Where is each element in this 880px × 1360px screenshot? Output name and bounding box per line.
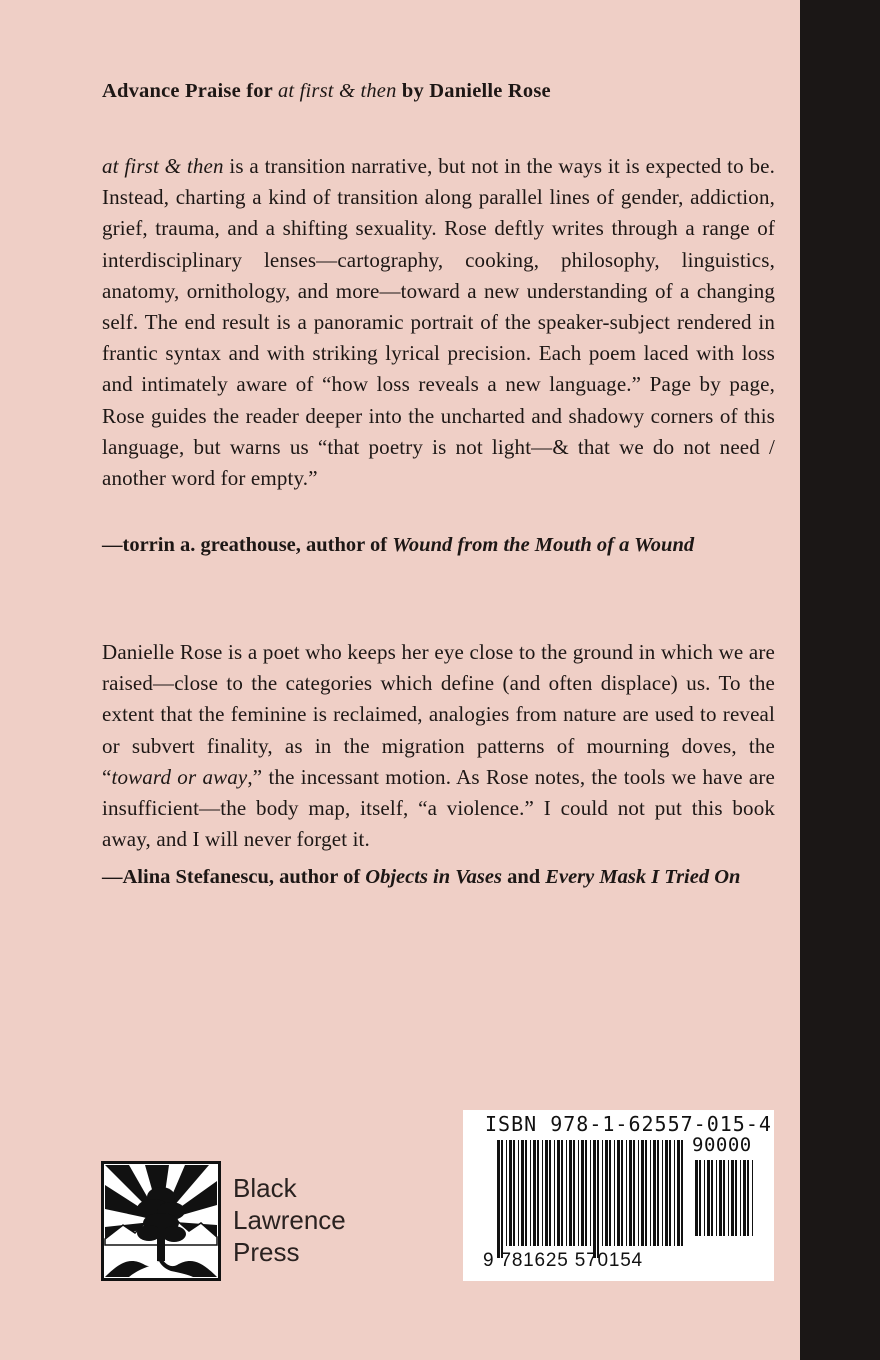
barcode-bar — [605, 1140, 608, 1246]
advance-praise-heading: Advance Praise for at first & then by Danielle Rose — [102, 80, 551, 102]
isbn-label: ISBN 978-1-62557-015-4 — [485, 1112, 772, 1136]
barcode-bar — [518, 1140, 519, 1246]
barcode-bar — [681, 1140, 683, 1246]
barcode-bar — [549, 1140, 551, 1246]
barcode-bar — [614, 1140, 615, 1246]
barcode-bar — [704, 1160, 705, 1236]
barcode-bar — [530, 1140, 531, 1246]
barcode-bar — [711, 1160, 713, 1236]
barcode-bar — [597, 1140, 599, 1258]
barcode-bar — [497, 1140, 500, 1258]
barcode-bar — [537, 1140, 539, 1246]
barcode-bar — [752, 1160, 753, 1236]
barcode-bar — [716, 1160, 717, 1236]
publisher-name-line-3: Press — [233, 1237, 300, 1267]
barcode-bar — [602, 1140, 603, 1246]
barcode-bar — [626, 1140, 627, 1246]
review-2-attribution: —Alina Stefanescu, author of Objects in Vases and Every Mask I Tried On — [102, 866, 741, 888]
barcode-bar — [653, 1140, 656, 1246]
barcode-bar — [747, 1160, 749, 1236]
barcode-bar — [633, 1140, 635, 1246]
isbn-barcode — [463, 1110, 774, 1281]
barcode-bar — [557, 1140, 560, 1246]
book-spine — [800, 0, 880, 1360]
barcode-bar — [569, 1140, 572, 1246]
barcode-bar — [740, 1160, 741, 1236]
barcode-bar — [581, 1140, 584, 1246]
barcode-bar — [677, 1140, 680, 1246]
barcode-bar — [695, 1160, 698, 1236]
barcode-bar — [645, 1140, 647, 1246]
barcode-bar — [525, 1140, 527, 1246]
review-2-body: Danielle Rose is a poet who keeps her eye close to the ground in which we are raised—close to the categories which define (and often displace) us. To the extent that the feminine is reclaimed, analogies from nature are used to reveal or subvert finality, as in the migration patterns of mourning doves, the “toward or away,” the incessant motion. As Rose notes, the tools we have are insufficient—the body map, itself, “a violence.” I could not put this book away, and I will never forget it. — [102, 640, 775, 852]
barcode-bar — [578, 1140, 579, 1246]
barcode-bar — [657, 1140, 659, 1246]
barcode-bar — [609, 1140, 611, 1246]
barcode-bar — [719, 1160, 722, 1236]
publisher-logo-icon — [101, 1161, 221, 1281]
review-1-attribution: —torrin a. greathouse, author of Wound from the Mouth of a Wound — [102, 534, 695, 556]
barcode-bar — [621, 1140, 623, 1246]
barcode-bar — [743, 1160, 746, 1236]
barcode-bar — [735, 1160, 737, 1236]
barcode-bar — [665, 1140, 668, 1246]
barcode-bar — [590, 1140, 591, 1246]
ean-barcode-bars — [497, 1140, 687, 1258]
publisher-name-line-1: Black — [233, 1173, 297, 1203]
barcode-bar — [617, 1140, 620, 1246]
barcode-bar — [509, 1140, 512, 1246]
review-1-body: at first & then is a transition narrative, but not in the ways it is expected to be. Instead, charting a kind of transition along parallel lines of gender, addiction, grief, trauma, and a shifting sexuality. Rose deftly writes through a range of interdisciplinary lenses—cartography, cooking, philosophy, linguistics, anatomy, ornithology, and more—toward a new understanding of a changing self. The end result is a panoramic portrait of the speaker-subject rendered in frantic syntax and with striking lyrical precision. Each poem laced with loss and intimately aware of “how loss reveals a new language.” Page by page, Rose guides the reader deeper into the uncharted and shadowy corners of this language, but warns us “that poetry is not light—& that we do not need / another word for empty.” — [102, 154, 775, 491]
barcode-bar — [521, 1140, 524, 1246]
barcode-bar — [629, 1140, 632, 1246]
barcode-bar — [707, 1160, 710, 1236]
barcode-bar — [669, 1140, 671, 1246]
barcode-bar — [650, 1140, 651, 1246]
barcode-bar — [561, 1140, 563, 1246]
barcode-bar — [573, 1140, 575, 1246]
barcode-bar — [731, 1160, 734, 1236]
barcode-bar — [506, 1140, 507, 1246]
barcode-bar — [723, 1160, 725, 1236]
barcode-bar — [641, 1140, 644, 1246]
barcode-bar — [593, 1140, 596, 1258]
barcode-bar — [585, 1140, 587, 1246]
price-addon-label: 90000 — [692, 1134, 752, 1156]
barcode-bar — [662, 1140, 663, 1246]
addon-barcode-bars — [695, 1160, 757, 1248]
barcode-bar — [513, 1140, 515, 1246]
barcode-bar — [674, 1140, 675, 1246]
barcode-digits: 9 781625 570154 — [483, 1250, 643, 1271]
publisher-name — [233, 1172, 346, 1268]
barcode-bar — [638, 1140, 639, 1246]
barcode-bar — [501, 1140, 503, 1258]
barcode-bar — [554, 1140, 555, 1246]
barcode-bar — [542, 1140, 543, 1246]
publisher-name-line-2: Lawrence — [233, 1205, 346, 1235]
barcode-bar — [728, 1160, 729, 1236]
barcode-bar — [699, 1160, 701, 1236]
barcode-bar — [545, 1140, 548, 1246]
barcode-bar — [566, 1140, 567, 1246]
barcode-bar — [533, 1140, 536, 1246]
